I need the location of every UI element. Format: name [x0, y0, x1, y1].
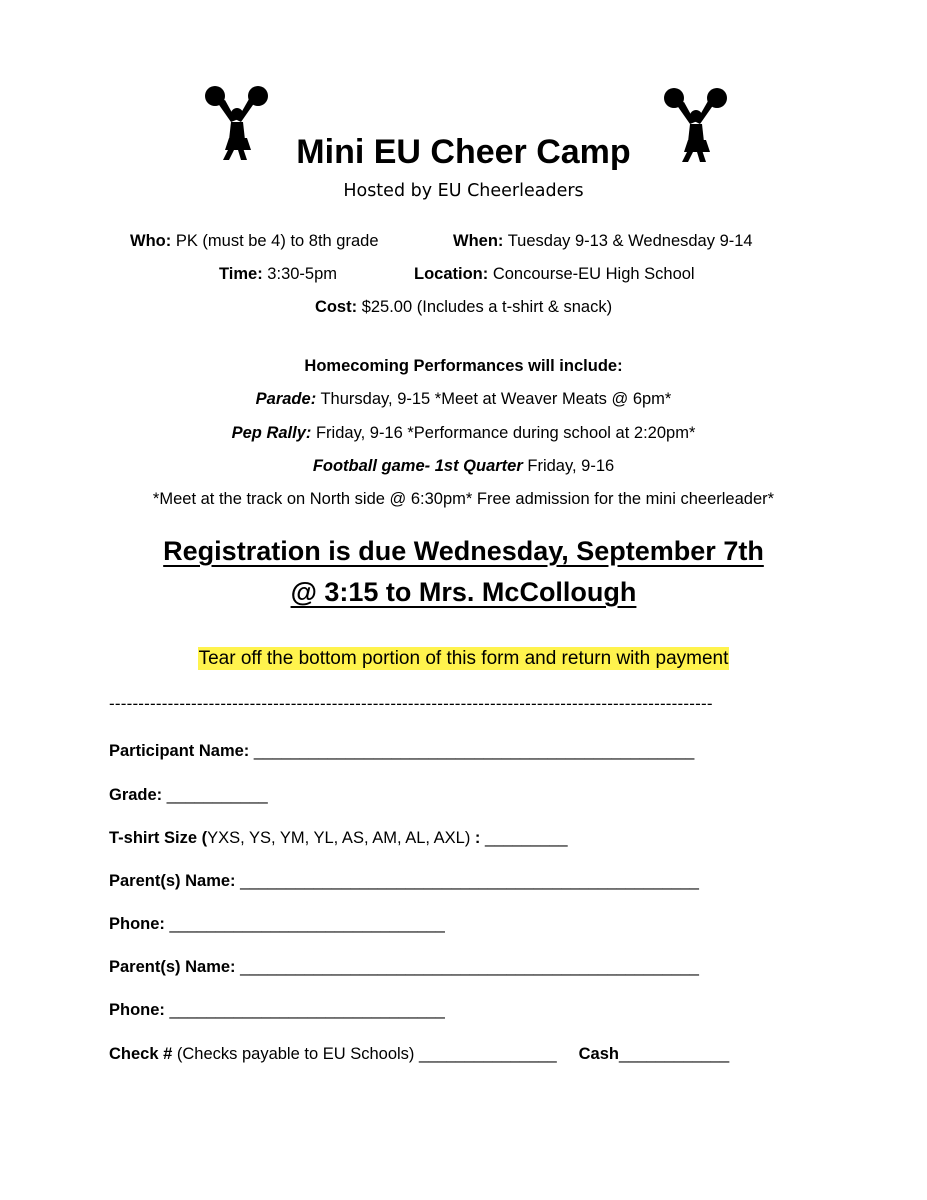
registration-line-1: Registration is due Wednesday, September 7th [163, 536, 764, 566]
cash-label: Cash [578, 1045, 619, 1063]
tear-off-instruction: Tear off the bottom portion of this form and return with payment [198, 648, 729, 669]
grade-blank[interactable]: ___________ [162, 786, 268, 804]
phone-label-1: Phone: [109, 915, 165, 933]
phone-field-1[interactable] [109, 915, 445, 934]
phone-blank-1[interactable]: ______________________________ [164, 915, 445, 933]
tear-line-separator: ------------------------------------------------------------------------------------------------------- [109, 694, 713, 713]
parade-line [0, 390, 927, 409]
cost-line [0, 298, 927, 317]
parent-name-field-1[interactable] [109, 872, 699, 891]
parade-label: Parade: [255, 390, 317, 408]
payment-field[interactable] [109, 1045, 729, 1064]
cost-value: $25.00 (Includes a t-shirt & snack) [357, 298, 613, 316]
cash-blank[interactable]: ____________ [619, 1045, 730, 1063]
football-value: Friday, 9-16 [522, 457, 615, 475]
tshirt-size-colon: : [470, 829, 481, 847]
tshirt-size-field[interactable] [109, 829, 568, 848]
location-label: Location: [414, 265, 489, 283]
tshirt-size-blank[interactable]: _________ [480, 829, 568, 847]
check-label: Check # [109, 1045, 173, 1063]
football-note: *Meet at the track on North side @ 6:30pm* Free admission for the mini cheerleader* [152, 490, 775, 508]
football-line [0, 457, 927, 476]
parent-name-blank-1[interactable]: __________________________________________________ [235, 872, 699, 890]
time-label: Time: [219, 265, 263, 283]
participant-name-blank[interactable]: ________________________________________________ [249, 742, 695, 760]
pep-rally-label: Pep Rally: [231, 424, 312, 442]
page-subtitle: Hosted by EU Cheerleaders [343, 181, 584, 201]
check-blank[interactable]: (Checks payable to EU Schools) _______________ [172, 1045, 557, 1063]
participant-name-label: Participant Name: [109, 742, 250, 760]
registration-line-2: @ 3:15 to Mrs. McCollough [290, 577, 637, 607]
parent-name-blank-2[interactable]: __________________________________________________ [235, 958, 699, 976]
location-line [414, 265, 695, 284]
who-line [130, 232, 379, 251]
who-label: Who: [130, 232, 172, 250]
parent-name-label-2: Parent(s) Name: [109, 958, 236, 976]
parade-value: Thursday, 9-15 *Meet at Weaver Meats @ 6pm* [316, 390, 672, 408]
location-value: Concourse-EU High School [488, 265, 695, 283]
pep-rally-value: Friday, 9-16 *Performance during school at 2:20pm* [311, 424, 696, 442]
tshirt-size-label: T-shirt Size ( [109, 829, 208, 847]
time-value: 3:30-5pm [262, 265, 338, 283]
grade-field[interactable] [109, 786, 268, 805]
time-line [219, 265, 337, 284]
grade-label: Grade: [109, 786, 163, 804]
page-title: Mini EU Cheer Camp [296, 133, 631, 171]
performances-heading: Homecoming Performances will include: [304, 357, 623, 375]
participant-name-field[interactable] [109, 742, 694, 761]
phone-label-2: Phone: [109, 1001, 165, 1019]
when-value: Tuesday 9-13 & Wednesday 9-14 [503, 232, 753, 250]
when-label: When: [453, 232, 504, 250]
pep-rally-line [0, 424, 927, 443]
when-line [453, 232, 753, 251]
parent-name-label-1: Parent(s) Name: [109, 872, 236, 890]
tshirt-size-options: YXS, YS, YM, YL, AS, AM, AL, AXL) [207, 829, 471, 847]
who-value: PK (must be 4) to 8th grade [171, 232, 379, 250]
parent-name-field-2[interactable] [109, 958, 699, 977]
football-label: Football game- 1st Quarter [312, 457, 523, 475]
phone-blank-2[interactable]: ______________________________ [164, 1001, 445, 1019]
cost-label: Cost: [314, 298, 358, 316]
phone-field-2[interactable] [109, 1001, 445, 1020]
tear-off-container [0, 648, 927, 670]
